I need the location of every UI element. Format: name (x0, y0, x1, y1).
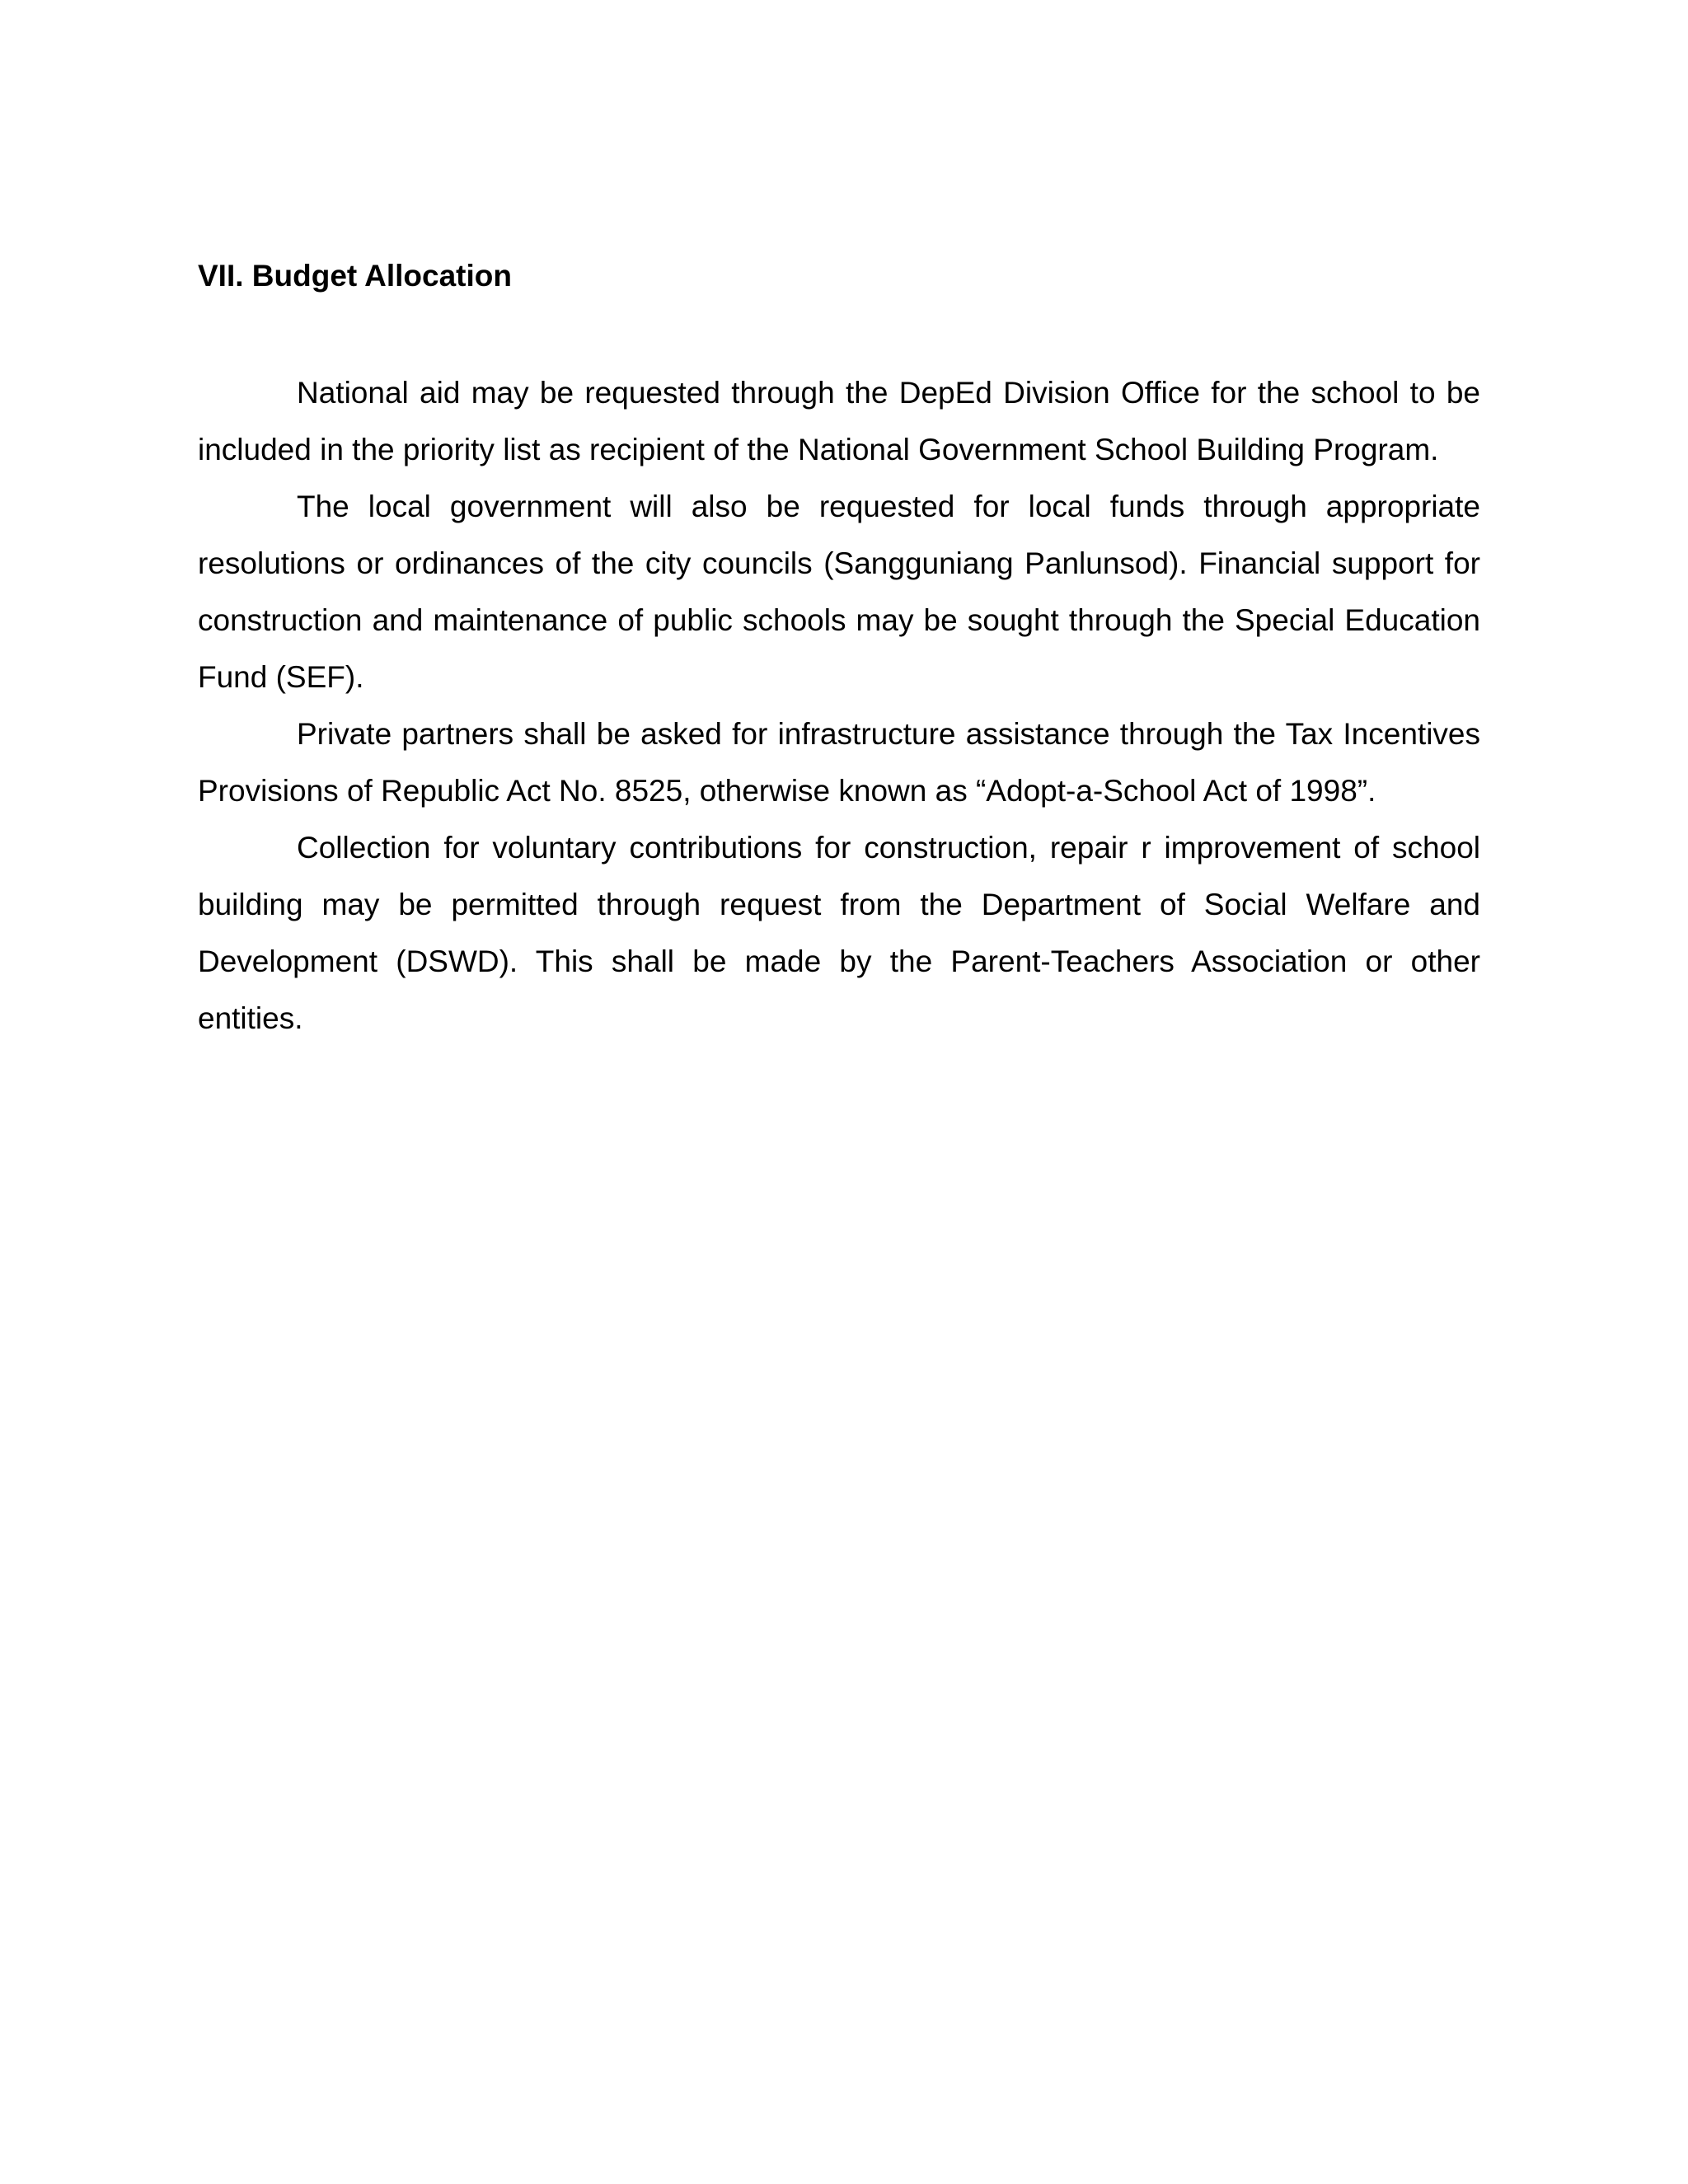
document-content (198, 251, 1480, 1047)
paragraph-national-aid: National aid may be requested through the DepEd Division Office for the school to be included in the priority list as recipient of the National Government School Building Program. (198, 376, 1480, 466)
paragraph-local-government: The local government will also be requested for local funds through appropriate resolutions or ordinances of the city councils (Sangguniang Panlunsod). Financial support for construction and maintenance of public schools may be sought through the Special Education Fund (SEF). (198, 490, 1480, 694)
paragraph-voluntary-contributions: Collection for voluntary contributions for construction, repair r improvement of school building may be permitted through request from the Department of Social Welfare and Development (DSWD). This shall be made by the Parent-Teachers Association or other entities. (198, 831, 1480, 1035)
body-text (198, 364, 1480, 1047)
section-heading: VII. Budget Allocation (198, 259, 512, 293)
paragraph-private-partners: Private partners shall be asked for infrastructure assistance through the Tax Incentives Provisions of Republic Act No. 8525, otherwise known as “Adopt-a-School Act of 1998”. (198, 717, 1480, 808)
